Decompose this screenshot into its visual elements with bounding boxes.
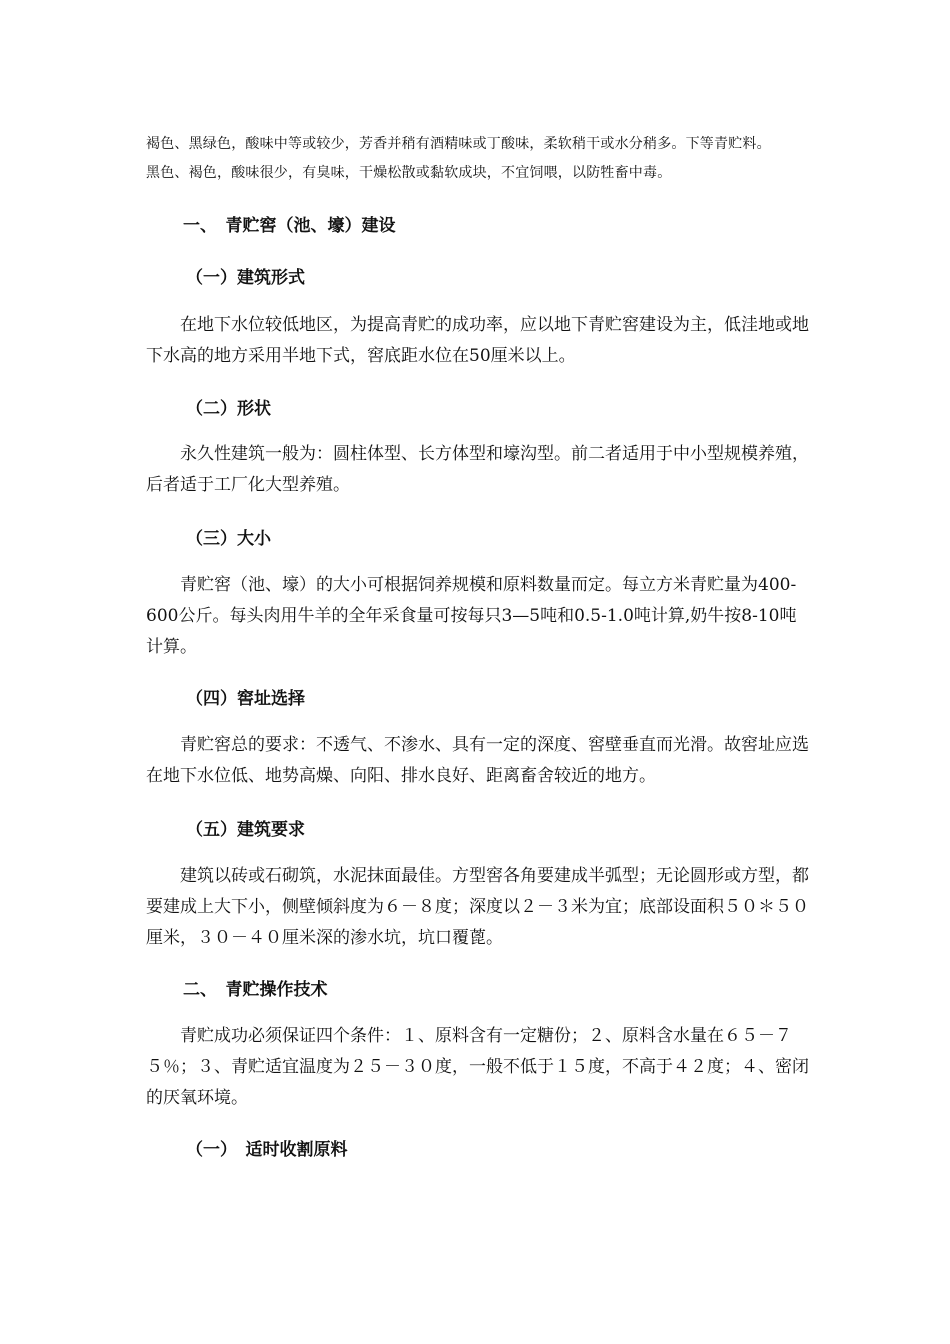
- paragraph-building-form: 在地下水位较低地区，为提高青贮的成功率，应以地下青贮窖建设为主，低洼地或地下水高的地方采用半地下式，窖底距水位在50厘米以上。: [146, 315, 809, 366]
- paragraph-site-selection: 青贮窖总的要求：不透气、不渗水、具有一定的深度、窖壁垂直而光滑。故窖址应选在地下水位低、地势高燥、向阳、排水良好、距离畜舍较近的地方。: [146, 735, 809, 786]
- subheading-building-requirements: （五）建筑要求: [186, 820, 305, 840]
- intro-line-2: 黑色、褐色，酸味很少，有臭味，干燥松散或黏软成块，不宜饲喂，以防牲畜中毒。: [146, 165, 672, 181]
- section-heading-operation: 二、 青贮操作技术: [183, 980, 328, 1000]
- intro-line-1: 褐色、黑绿色，酸味中等或较少，芳香并稍有酒精味或丁酸味，柔软稍干或水分稍多。下等青贮料。: [146, 136, 771, 152]
- subheading-size: （三）大小: [186, 529, 271, 549]
- subheading-building-form: （一）建筑形式: [186, 268, 305, 288]
- paragraph-size: 青贮窖（池、壕）的大小可根据饲养规模和原料数量而定。每立方米青贮量为400-600公斤。每头肉用牛羊的全年采食量可按每只3—5吨和0.5-1.0吨计算,奶牛按8-10吨计算。: [146, 575, 797, 657]
- section-heading-construction: 一、 青贮窖（池、壕）建设: [183, 216, 396, 236]
- paragraph-shape: 永久性建筑一般为：圆柱体型、长方体型和壕沟型。前二者适用于中小型规模养殖，后者适于工厂化大型养殖。: [146, 444, 809, 495]
- paragraph-operation: 青贮成功必须保证四个条件：１、原料含有一定糖份；２、原料含水量在６５－７５％；３、青贮适宜温度为２５－３０度，一般不低于１５度，不高于４２度；４、密闭的厌氧环境。: [146, 1026, 809, 1108]
- subheading-site-selection: （四）窖址选择: [186, 689, 305, 709]
- paragraph-building-requirements: 建筑以砖或石砌筑，水泥抹面最佳。方型窖各角要建成半弧型；无论圆形或方型，都要建成上大下小，侧壁倾斜度为６－８度；深度以２－３米为宜；底部设面积５０＊５０厘米，３０－４０厘米深的渗水坑，坑口覆蓖。: [146, 866, 809, 948]
- subheading-timely-harvest: （一） 适时收割原料: [186, 1140, 348, 1160]
- subheading-shape: （二）形状: [186, 399, 271, 419]
